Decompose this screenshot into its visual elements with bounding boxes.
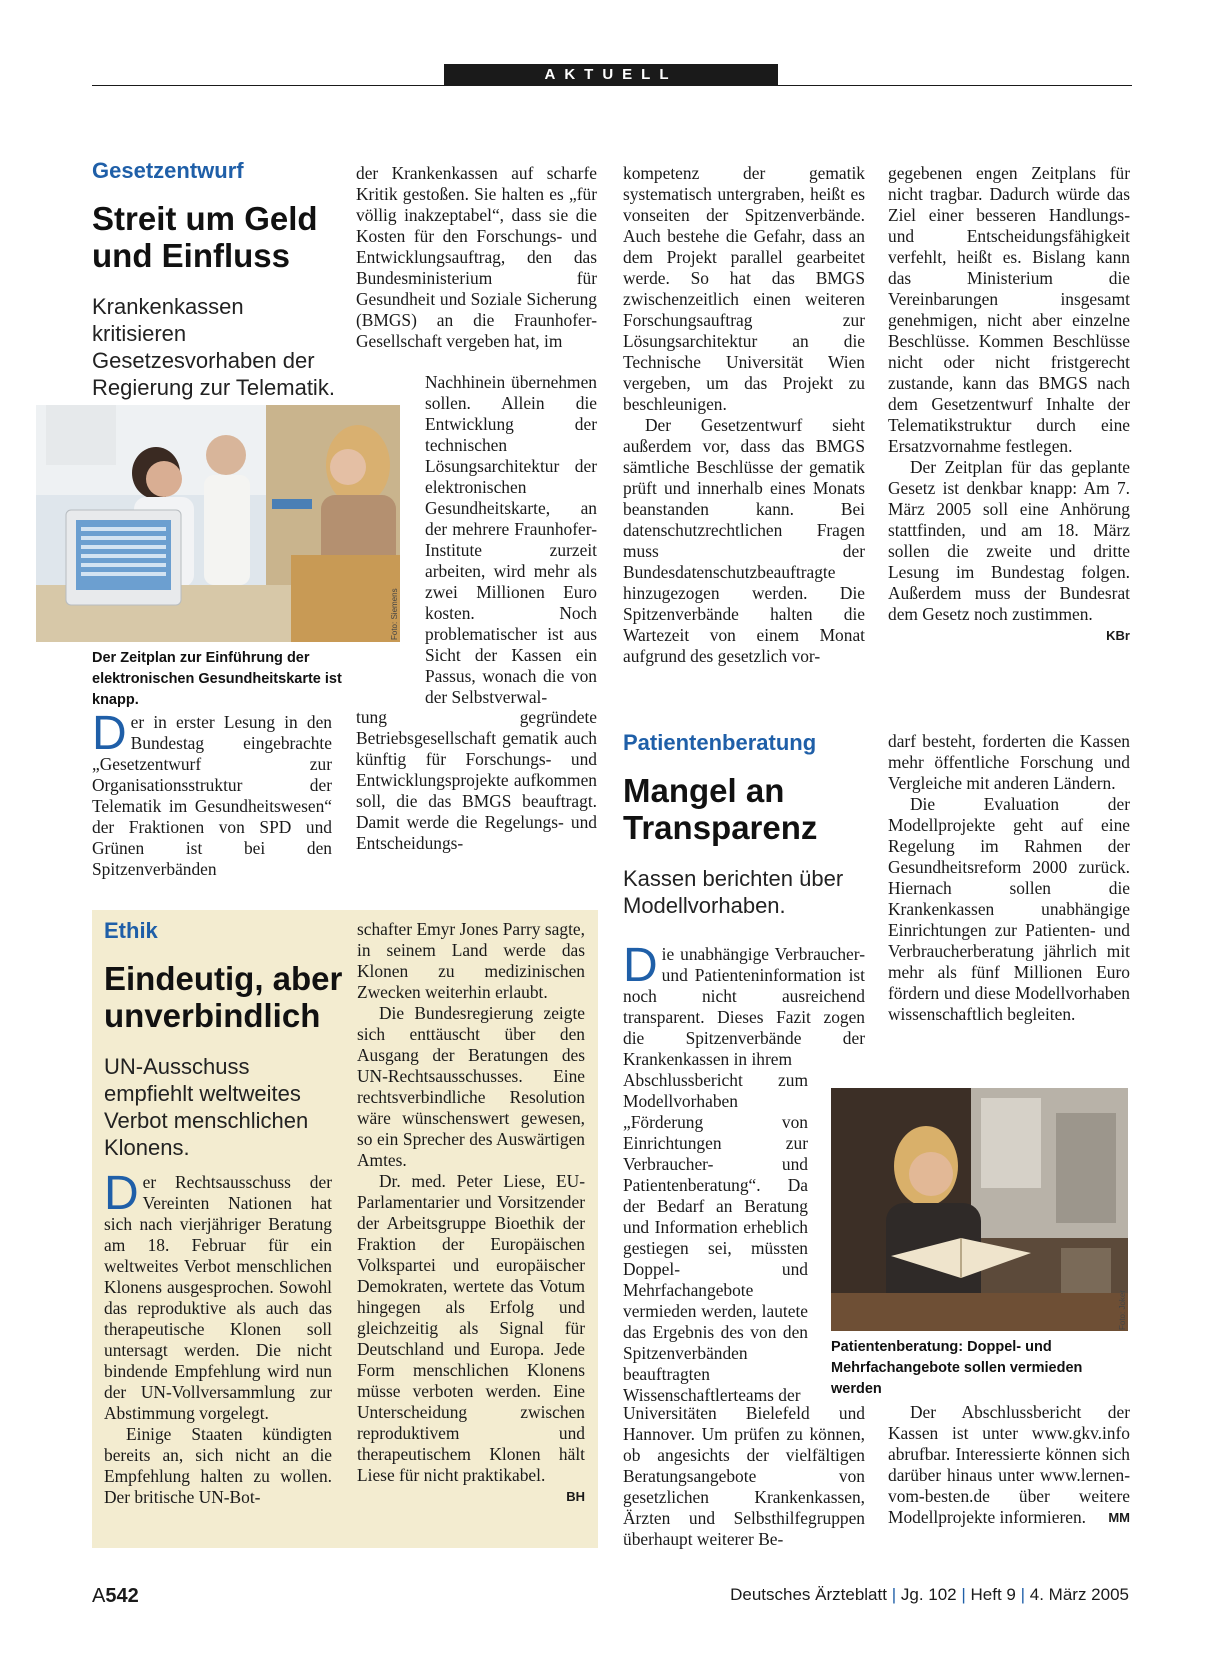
article1-col4-p2: Der Zeitplan für das geplante Gesetz ist denkbar knapp: Am 7. März 2005 soll eine Anhörung stattfinden, und am 18. März sollen die zweite und dritte Lesung im Bundestag folgen. Außerdem muss der Bundesrat dem Gesetz noch zustimmen.	[888, 457, 1130, 624]
footer-separator: |	[1020, 1585, 1026, 1604]
article2-col2-p1: schafter Emyr Jones Parry sagte, in seinem Land werde das Klonen zu medizinischen Zwecken weiterhin erlaubt.	[357, 919, 585, 1002]
article2-dropcap: D	[104, 1167, 139, 1220]
journal-volume: Jg. 102	[900, 1585, 957, 1604]
article3-signature: MM	[1108, 1510, 1130, 1525]
article3-caption: Patientenberatung: Doppel- und Mehrfachangebote sollen vermieden werden	[831, 1339, 1083, 1397]
article1-deck: Krankenkassen kritisieren Gesetzesvorhaben der Regierung zur Telematik.	[92, 294, 335, 400]
article2-headline-line1: Eindeutig, aber	[104, 960, 343, 997]
header-rule	[92, 85, 1132, 86]
article1-headline-line1: Streit um Geld	[92, 200, 318, 237]
article2-col1-p2: Einige Staaten kündigten bereits an, sich nicht an die Empfehlung halten zu wollen. Der britische UN-Bot-	[104, 1424, 332, 1507]
article3-dropcap: D	[623, 939, 658, 992]
article1-col1-text: er in erster Lesung in den Bundestag eingebrachte „Gesetzentwurf zur Organisationsstruktur der Telematik im Gesundheitswesen“ der Fraktionen von SPD und Grünen ist bei den Spitzenverbänden	[92, 712, 332, 879]
article3-col4-p3: Der Abschlussbericht der Kassen ist unter www.gkv.info abrufbar. Interessierte können sich darüber hinaus unter www.lernen-vom-besten.de über weitere Modellprojekte informieren.	[888, 1402, 1130, 1527]
article1-photo-credit: Foto: Siemens	[390, 588, 399, 640]
article3-column3-top	[623, 939, 865, 1070]
article2-column1	[104, 1167, 332, 1508]
article2-col1-p1: er Rechtsausschuss der Vereinten Nationen hat sich nach vierjähriger Beratung am 18. Februar für ein weltweites Verbot menschlichen Klonens ausgesprochen. Sowohl das reproduktive als auch das therapeutische Klonen soll untersagt werden. Die nicht bindende Empfehlung wird nun der UN-Vollversammlung zur Abstimmung vorgelegt.	[104, 1172, 332, 1423]
article2-signature: BH	[566, 1489, 585, 1504]
article1-col3-p1: kompetenz der gematik systematisch untergraben, heißt es vonseiten der Spitzenverbände. Auch bestehe die Gefahr, dass an dem Projekt parallel gearbeitet werde. So hat das BMGS zwischenzeitlich einen weiteren Forschungsauftrag zur Lösungsarchitektur an die Technische Universität Wien vergeben, um das Projekt zu beschleunigen.	[623, 163, 865, 414]
article1-col4-p1: gegebenen engen Zeitplans für nicht tragbar. Dadurch würde das Ziel einer besseren Handlungs- und Entscheidungsfähigkeit verfehlt, heißt es. Bislang kann das Ministerium die Vereinbarungen insgesamt genehmigen, nicht aber einzelne Beschlüsse. Kommen Beschlüsse nicht oder nicht fristgerecht zustande, kann das BMGS nach dem Gesetzentwurf Inhalte der Telematikstruktur durch eine Ersatzvornahme festlegen.	[888, 163, 1130, 456]
page-number	[92, 1585, 139, 1608]
article2-headline	[104, 960, 354, 1034]
article3-headline-line1: Mangel an	[623, 772, 785, 809]
article1-column2-narrow: Nachhinein übernehmen sollen. Allein die Entwicklung der technischen Lösungsarchitektur der elektronischen Gesundheitskarte, an der mehrere Fraunhofer-Institute zurzeit arbeiten, wird mehr als zwei Millionen Euro kosten. Noch problematischer ist aus Sicht der Kassen ein Passus, wonach die von der Selbstverwal-	[425, 372, 597, 707]
article3-col4-p1: darf besteht, forderten die Kassen mehr öffentliche Forschung und Vergleiche mit anderen Ländern.	[888, 731, 1130, 793]
article2-kicker: Ethik	[104, 918, 158, 943]
article3-col3-wide-top: ie unabhängige Verbraucher- und Patienteninformation ist noch nicht ausreichend transparent. Dieses Fazit zogen die Spitzenverbände der Krankenkassen in ihrem	[623, 944, 865, 1069]
article1-photo	[36, 405, 400, 642]
article3-col4-p2: Die Evaluation der Modellprojekte geht auf eine Regelung im Rahmen der Gesundheitsreform 2000 zurück. Hiernach sollen die Krankenkassen unabhängige Einrichtungen zur Patienten- und Verbraucherberatung jährlich mit mehr als fünf Millionen Euro fördern und diese Modellvorhaben wissenschaftlich begleiten.	[888, 794, 1130, 1024]
article1-signature: KBr	[1106, 628, 1130, 643]
article1-column3	[623, 163, 865, 667]
article2-headline-line2: unverbindlich	[104, 997, 321, 1034]
article1-headline-line2: und Einfluss	[92, 237, 290, 274]
page-prefix: A	[92, 1585, 106, 1607]
article1-column4	[888, 163, 1130, 646]
article3-kicker: Patientenberatung	[623, 730, 817, 755]
article3-column3-bottom: Universitäten Bielefeld und Hannover. Um prüfen zu können, ob angesichts der vielfältigen Beratungsangebote von gesetzlichen Krankenkassen, Ärzten und Selbsthilfegruppen überhaupt weiterer Be-	[623, 1403, 865, 1549]
article3-photo	[831, 1088, 1128, 1336]
article3-deck: Kassen berichten über Modellvorhaben.	[623, 866, 844, 918]
reception-scene-image	[36, 405, 400, 642]
article1-column2-top: der Krankenkassen auf scharfe Kritik gestoßen. Sie halten es „für völlig inakzeptabel“, dass sie die Kosten für den Forschungs- und Entwicklungsauftrag, den das Bundesministerium für Gesundheit und Soziale Sicherung (BMGS) an die Fraunhofer-Gesellschaft vergeben hat, im	[356, 163, 597, 351]
page-number-value: 542	[105, 1585, 139, 1607]
article3-column4	[888, 731, 1130, 1025]
article1-column1	[92, 707, 332, 880]
section-label: AKTUELL	[444, 64, 778, 86]
footer-separator: |	[961, 1585, 966, 1604]
footer-separator: |	[891, 1585, 897, 1604]
journal-date: 4. März 2005	[1029, 1585, 1129, 1604]
article3-column3-narrow: Abschlussbericht zum Modellvorhaben „Förderung von Einrichtungen zur Verbraucher- und Patientenberatung“. Da der Bedarf an Beratung und Information erheblich gestiegen sei, müssten Doppel- und Mehrfachangebote vermieden werden, lautete das Ergebnis des von den Spitzenverbänden beauftragten Wissenschaftlerteams der	[623, 1070, 808, 1405]
article1-caption: Der Zeitplan zur Einführung der elektronischen Gesundheitskarte ist knapp.	[92, 650, 342, 708]
article2-col2-p3: Dr. med. Peter Liese, EU-Parlamentarier und Vorsitzender der Arbeitsgruppe Bioethik der Fraktion der Europäischen Volkspartei und europäischer Demokraten, wertete das Votum hingegen als Erfolg und gleichzeitig als Signal für Deutschland und Europa. Jede Form menschlichen Klonens müsse verboten werden. Eine Unterscheidung zwischen reproduktivem und therapeutischem Klonen hält Liese für nicht praktikabel.	[357, 1171, 585, 1485]
article1-dropcap: D	[92, 707, 127, 760]
article1-column2-bottom: tung gegründete Betriebsgesellschaft gematik auch künftig für Forschungs- und Entwicklungsprojekte aufkommen soll, die das BMGS beauftragt. Damit werde die Regelungs- und Entscheidungs-	[356, 707, 597, 853]
article3-headline	[623, 772, 873, 846]
article1-kicker: Gesetzentwurf	[92, 158, 244, 183]
article2-col2-p2: Die Bundesregierung zeigte sich enttäuscht über den Ausgang der Beratungen des UN-Rechtsausschusses. Eine rechtsverbindliche Resolution wäre wünschenswert gewesen, so ein Sprecher des Auswärtigen Amtes.	[357, 1003, 585, 1170]
article2-deck: UN-Ausschuss empfiehlt weltweites Verbot menschlichen Klonens.	[104, 1054, 309, 1160]
journal-name: Deutsches Ärzteblatt	[730, 1585, 887, 1604]
journal-info	[730, 1585, 1129, 1605]
article3-headline-line2: Transparenz	[623, 809, 818, 846]
article1-headline	[92, 200, 352, 274]
article2-column2	[357, 919, 585, 1507]
article3-photo-credit: Foto: Joker	[1118, 1289, 1127, 1330]
reading-woman-image	[831, 1088, 1128, 1331]
journal-issue: Heft 9	[970, 1585, 1016, 1604]
article3-column4-bottom	[888, 1402, 1130, 1528]
article1-col3-p2: Der Gesetzentwurf sieht außerdem vor, dass das BMGS sämtliche Beschlüsse der gematik prüft und innerhalb eines Monats beanstanden kann. Bei datenschutzrechtlichen Fragen muss der Bundesdatenschutzbeauftragte hinzugezogen werden. Die Spitzenverbände halten die Wartezeit von einem Monat aufgrund des gesetzlich vor-	[623, 415, 865, 666]
